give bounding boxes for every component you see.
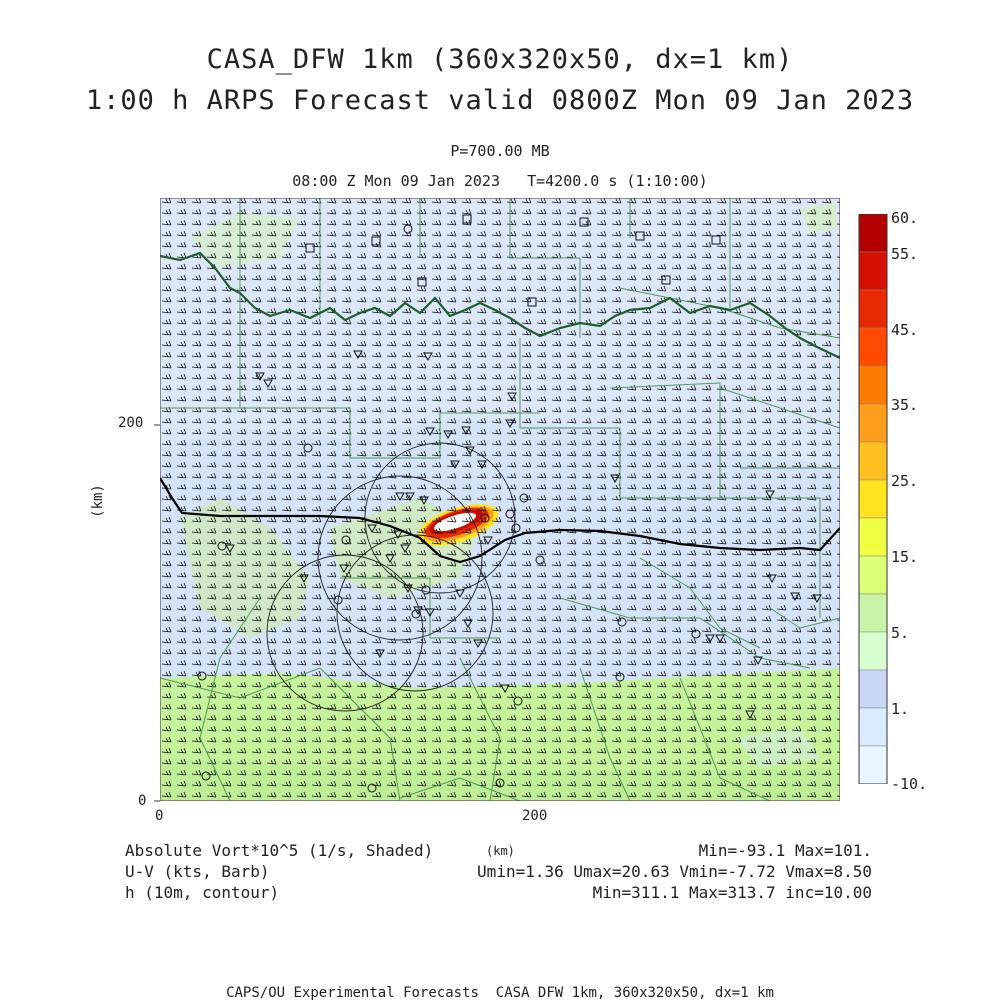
legend-contour-field: h (10m, contour) (125, 883, 280, 902)
x-tick-0: 0 (155, 808, 164, 824)
footer-credit: CAPS/OU Experimental Forecasts CASA DFW 1km, 360x320x50, dx=1 km (226, 985, 774, 1001)
colorbar-label: -10. (891, 775, 928, 793)
stats-height-minmax: Min=311.1 Max=313.7 inc=10.00 (592, 883, 872, 902)
stats-vorticity-minmax: Min=-93.1 Max=101. (698, 841, 872, 860)
colorbar (858, 214, 888, 784)
colorbar-label: 5. (891, 624, 910, 642)
colorbar-bin (859, 708, 887, 746)
map-title-line1: CASA_DFW 1km (360x320x50, dx=1 km) (206, 44, 794, 75)
colorbar-label: 1. (891, 700, 910, 718)
colorbar-bin (859, 252, 887, 290)
colorbar-bin (859, 632, 887, 670)
colorbar-bin (859, 594, 887, 632)
colorbar-label: 45. (891, 321, 919, 339)
legend-barb-field: U-V (kts, Barb) (125, 862, 270, 881)
colorbar-bin (859, 746, 887, 784)
y-axis-ticks (140, 195, 165, 815)
colorbar-bin (859, 404, 887, 442)
colorbar-label: 15. (891, 548, 919, 566)
x-axis-label: (km) (486, 844, 515, 858)
colorbar-bin (859, 290, 887, 328)
valid-time-label: 08:00 Z Mon 09 Jan 2023 T=4200.0 s (1:10:00) (292, 172, 708, 190)
colorbar-bin (859, 556, 887, 594)
y-axis-label: (km) (89, 484, 106, 518)
forecast-map (160, 198, 840, 801)
colorbar-bin (859, 214, 887, 252)
colorbar-bin (859, 480, 887, 518)
y-tick-200: 200 (118, 415, 144, 431)
y-tick-0: 0 (138, 793, 147, 809)
colorbar-bin (859, 328, 887, 366)
colorbar-bin (859, 366, 887, 404)
legend-shaded-field: Absolute Vort*10^5 (1/s, Shaded) (125, 841, 434, 860)
colorbar-bin (859, 518, 887, 556)
colorbar-bin (859, 442, 887, 480)
colorbar-label: 25. (891, 472, 919, 490)
pressure-level-label: P=700.00 MB (450, 142, 550, 160)
colorbar-label: 55. (891, 245, 919, 263)
x-tick-200: 200 (522, 808, 548, 824)
colorbar-label: 60. (891, 209, 919, 227)
stats-wind-minmax: Umin=1.36 Umax=20.63 Vmin=-7.72 Vmax=8.50 (477, 862, 872, 881)
map-title-line2: 1:00 h ARPS Forecast valid 0800Z Mon 09 Jan 2023 (85, 85, 915, 116)
colorbar-label: 35. (891, 396, 919, 414)
colorbar-bin (859, 670, 887, 708)
